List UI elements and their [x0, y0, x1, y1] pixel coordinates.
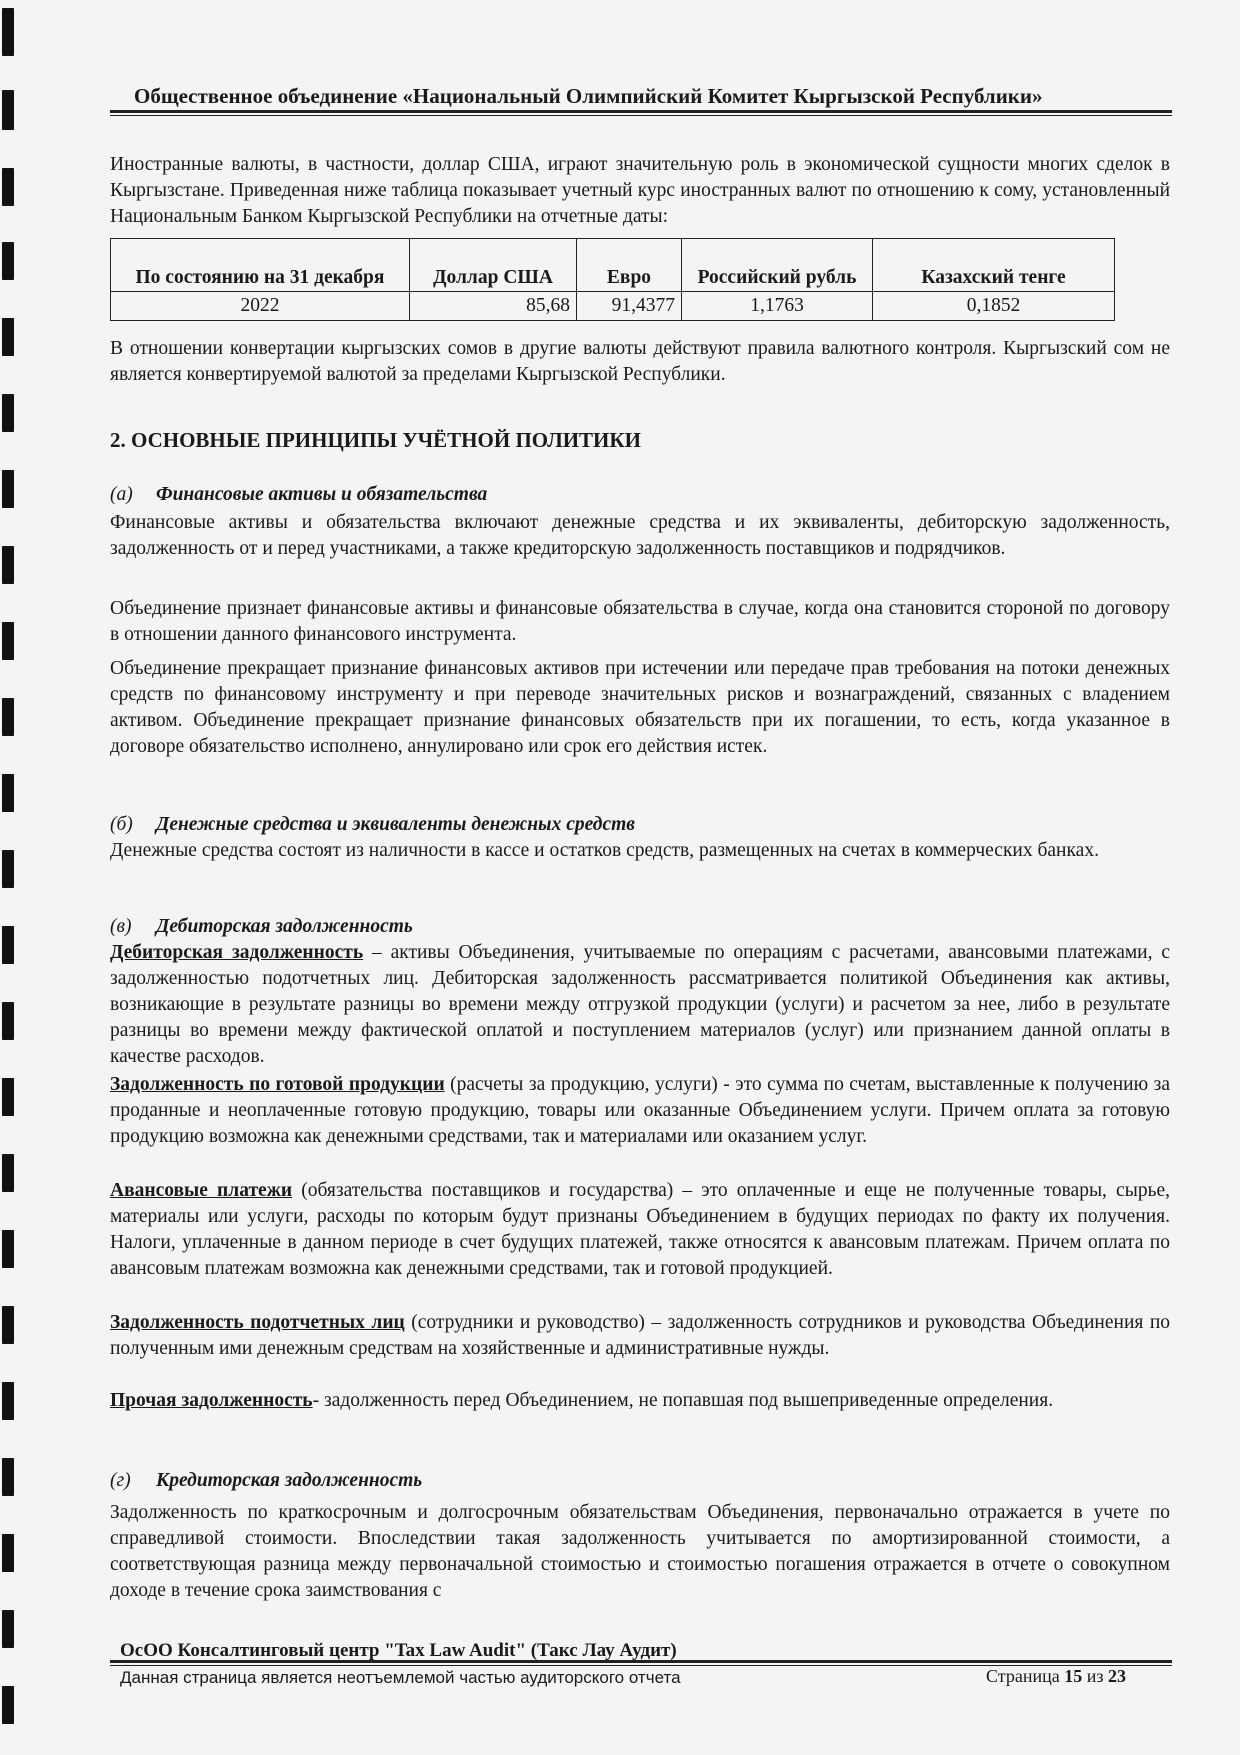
- term-finished-goods: Задолженность по готовой продукции: [110, 1074, 445, 1095]
- subsection-c-p4: [110, 1310, 1170, 1362]
- intro-paragraph: Иностранные валюты, в частности, доллар США, играют значительную роль в экономической сущности многих сделок в Кыргызстане. Приведенная ниже таблица показывает учетный курс иностранных валют по отношению к сому, установленный Национальным Банком Кыргызской Республики на отчетные даты:: [110, 154, 1170, 227]
- binding-strip: [2, 0, 18, 1755]
- subsection-d-label: (г): [110, 1470, 131, 1491]
- col-header-eur: Евро: [577, 239, 682, 292]
- cell-eur: 91,4377: [577, 292, 682, 321]
- subsection-c-p1: [110, 940, 1170, 1070]
- col-header-rub: Российский рубль: [682, 239, 873, 292]
- subsection-b-p1: Денежные средства состоят из наличности в кассе и остатков средств, размещенных на счетах в коммерческих банках.: [110, 840, 1099, 861]
- footer-note: Данная страница является неотъемлемой частью аудиторского отчета: [120, 1668, 681, 1687]
- term-accountable-persons: Задолженность подотчетных лиц: [110, 1312, 405, 1333]
- subsection-d-p1: Задолженность по краткосрочным и долгосрочным обязательствам Объединения, первоначально отражается в учете по справедливой стоимости. Впоследствии такая задолженность учитывается по амортизированной стоимости, а соответствующая разница между первоначальной стоимостью и стоимостью погашения отражается в отчете о совокупном доходе в течение срока заимствования с: [110, 1502, 1170, 1601]
- subsection-a-title: [110, 484, 487, 506]
- header-rule-thin: [110, 115, 1172, 116]
- footer-company: ОсОО Консалтинговый центр "Tax Law Audit" (Такс Лау Аудит): [120, 1640, 677, 1661]
- subsection-c-p3: [110, 1178, 1170, 1282]
- term-accountable-persons-text: (сотрудники и руководство) – задолженность сотрудников и руководства Объединения по полученным ими денежным средствам на хозяйственные и административные нужды.: [110, 1312, 1170, 1359]
- subsection-a-label: (а): [110, 484, 133, 505]
- cell-year: 2022: [111, 292, 410, 321]
- subsection-b-label: (б): [110, 814, 133, 835]
- term-other: Прочая задолженность: [110, 1390, 313, 1411]
- subsection-a-heading: Финансовые активы и обязательства: [156, 484, 488, 505]
- term-finished-goods-text: (расчеты за продукцию, услуги) - это сумма по счетам, выставленные к получению за проданные и неоплаченные готовую продукцию, товары или оказанные Объединением услуги. Причем оплата за готовую продукцию возможна как денежными средствами, так и материалами или оказанием услуг.: [110, 1074, 1170, 1147]
- footer-rule: [110, 1660, 1172, 1663]
- term-receivables: Дебиторская задолженность: [110, 942, 364, 963]
- exchange-rates-table: [110, 238, 1115, 321]
- table-row: [111, 292, 1115, 321]
- subsection-c-title: [110, 916, 413, 938]
- page-number: [986, 1666, 1126, 1687]
- subsection-c-heading: Дебиторская задолженность: [156, 916, 413, 937]
- subsection-d-title: [110, 1470, 422, 1492]
- col-header-date: По состоянию на 31 декабря: [111, 239, 410, 292]
- subsection-a-p3: Объединение прекращает признание финансовых активов при истечении или передаче прав требования на потоки денежных средств по финансовому инструменту и при переводе значительных рисков и вознаграждений, связанных с владением активом. Объединение прекращает признание финансовых обязательств при их погашении, то есть, когда указанное в договоре обязательство исполнено, аннулировано или срок его действия истек.: [110, 658, 1170, 757]
- subsection-a-p1: Финансовые активы и обязательства включают денежные средства и их эквиваленты, дебиторскую задолженность, задолженность от и перед участниками, а также кредиторскую задолженность поставщиков и подрядчиков.: [110, 512, 1170, 559]
- col-header-usd: Доллар США: [410, 239, 577, 292]
- term-advances-text: (обязательства поставщиков и государства) – это оплаченные и еще не полученные товары, сырье, материалы или услуги, расходы по которым будут признаны Объединением в будущих периодах по факту их получения. Налоги, уплаченные в данном периоде в счет будущих платежей, также относятся к авансовым платежам. Причем оплата по авансовым платежам возможна как денежными средствами, так и готовой продукцией.: [110, 1180, 1170, 1279]
- table-header-row: [111, 239, 1115, 292]
- header-rule: [110, 110, 1172, 113]
- term-advances: Авансовые платежи: [110, 1180, 293, 1201]
- subsection-b-title: [110, 814, 635, 836]
- subsection-b-heading: Денежные средства и эквиваленты денежных средств: [156, 814, 635, 835]
- page-current: 15: [1064, 1666, 1083, 1686]
- subsection-d-heading: Кредиторская задолженность: [156, 1470, 423, 1491]
- term-receivables-text: – активы Объединения, учитываемые по операциям с расчетами, авансовыми платежами, с задолженностью подотчетных лиц. Дебиторская задолженность рассматривается политикой Объединения как активы, возникающие в результате разницы во времени между отгрузкой продукции (услуги) и расчетом за нее, либо в результате разницы во времени между фактической оплатой и поступлением материалов (услуг) или признанием данной оплаты в качестве расходов.: [110, 942, 1170, 1067]
- subsection-a-p2: Объединение признает финансовые активы и финансовые обязательства в случае, когда она становится стороной по договору в отношении данного финансового инструмента.: [110, 598, 1170, 645]
- page-total: 23: [1108, 1666, 1126, 1686]
- cell-rub: 1,1763: [682, 292, 873, 321]
- term-other-text: - задолженность перед Объединением, не попавшая под вышеприведенные определения.: [312, 1390, 1054, 1411]
- subsection-c-p5: [110, 1388, 1170, 1414]
- page-prefix: Страница: [986, 1666, 1060, 1686]
- conversion-note: В отношении конвертации кыргызских сомов в другие валюты действуют правила валютного контроля. Кыргызский сом не является конвертируемой валютой за пределами Кыргызской Республики.: [110, 338, 1170, 385]
- page-header-title: Общественное объединение «Национальный Олимпийский Комитет Кыргызской Республики»: [134, 84, 1043, 108]
- page-sep: из: [1086, 1666, 1104, 1686]
- cell-kzt: 0,1852: [873, 292, 1115, 321]
- subsection-c-p2: [110, 1072, 1170, 1150]
- cell-usd: 85,68: [410, 292, 577, 321]
- subsection-c-label: (в): [110, 916, 132, 937]
- section-heading: 2. ОСНОВНЫЕ ПРИНЦИПЫ УЧЁТНОЙ ПОЛИТИКИ: [110, 428, 641, 452]
- col-header-kzt: Казахский тенге: [873, 239, 1115, 292]
